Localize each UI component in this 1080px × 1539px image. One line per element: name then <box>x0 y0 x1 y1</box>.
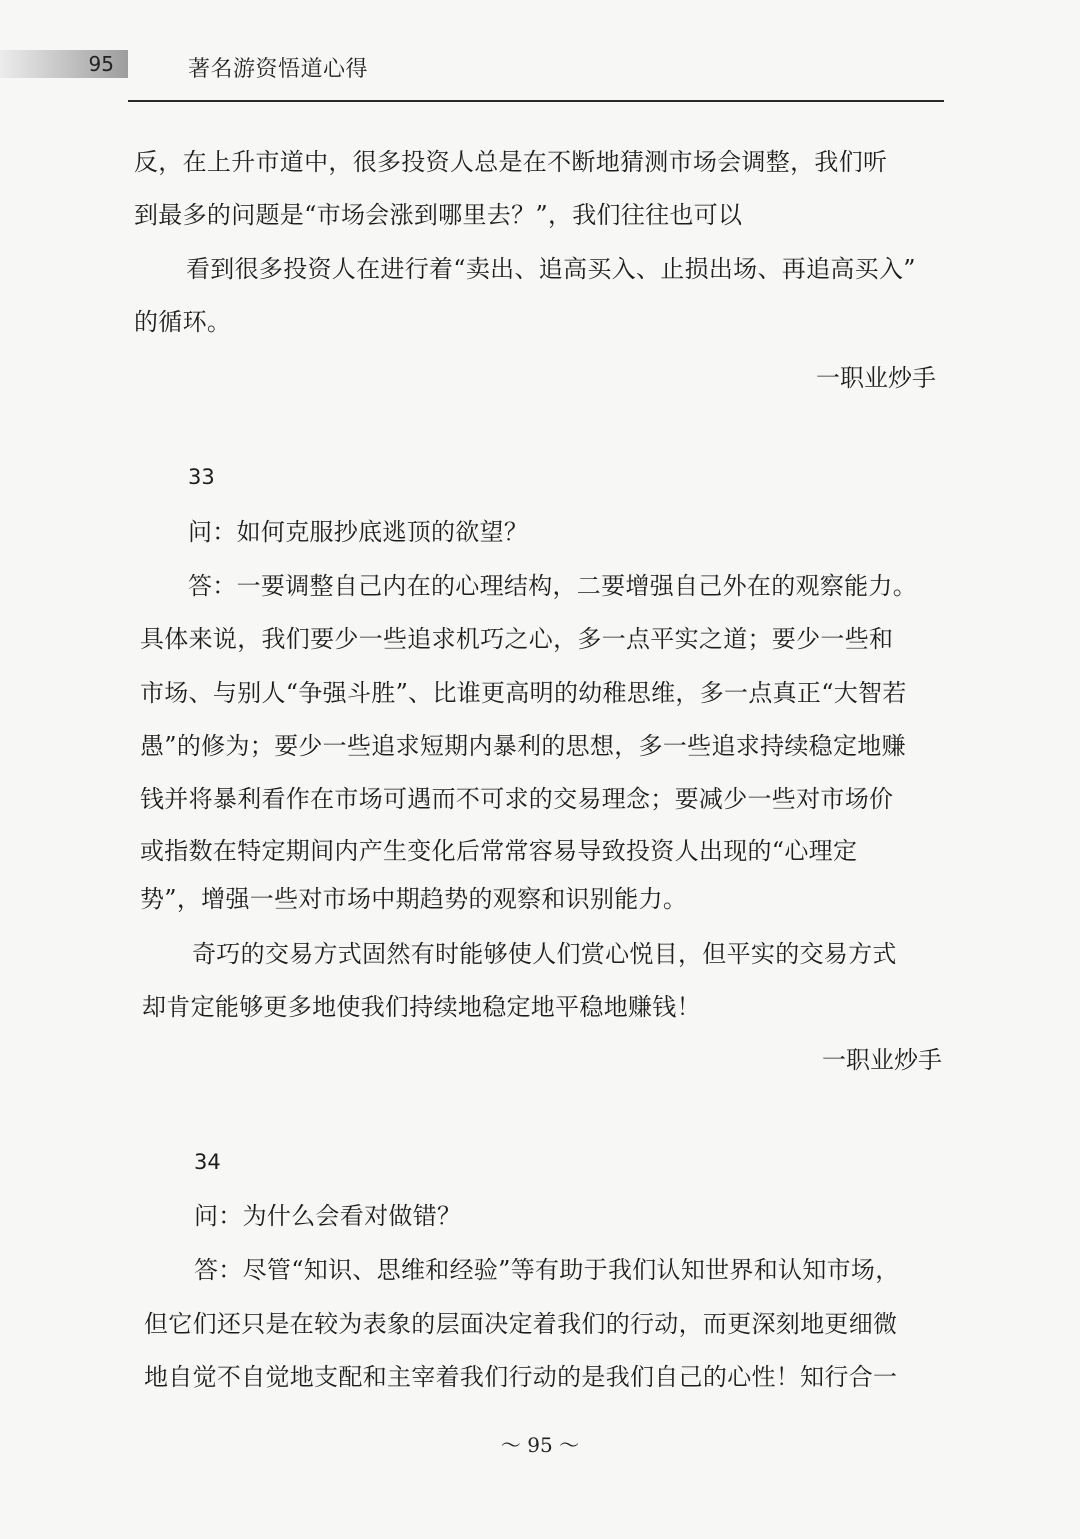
answer-line: 愚”的修为；要少一些追求短期内暴利的思想，多一些追求持续稳定地赚 <box>140 732 906 760</box>
header-divider <box>128 100 944 102</box>
answer-line: 但它们还只是在较为表象的层面决定着我们的行动，而更深刻地更细微 <box>144 1310 898 1338</box>
answer-line: 或指数在特定期间内产生变化后常常容易导致投资人出现的“心理定 <box>140 837 858 865</box>
question: 问：为什么会看对做错？ <box>194 1202 462 1230</box>
paragraph-line: 到最多的问题是“市场会涨到哪里去？”，我们往往也可以 <box>134 201 743 229</box>
closing-line: 却肯定能够更多地使我们持续地稳定地平稳地赚钱！ <box>142 993 701 1021</box>
header-page-number: 95 <box>88 52 114 76</box>
item-number: 34 <box>194 1150 221 1174</box>
answer-line: 地自觉不自觉地支配和主宰着我们行动的是我们自己的心性！知行合一 <box>144 1363 898 1391</box>
signature: 一职业炒手 <box>816 364 936 392</box>
page-number-tab <box>0 50 128 78</box>
answer-line: 答：尽管“知识、思维和经验”等有助于我们认知世界和认知市场， <box>194 1256 900 1284</box>
answer-line: 市场、与别人“争强斗胜”、比谁更高明的幼稚思维，多一点真正“大智若 <box>140 679 907 707</box>
answer-line: 答：一要调整自己内在的心理结构，二要增强自己外在的观察能力。 <box>188 572 917 600</box>
item-number: 33 <box>188 465 215 489</box>
signature: 一职业炒手 <box>822 1046 942 1074</box>
paragraph-line: 反，在上升市道中，很多投资人总是在不断地猜测市场会调整，我们听 <box>134 148 888 176</box>
paragraph-line: 看到很多投资人在进行着“卖出、追高买入、止损出场、再追高买入” <box>186 255 916 283</box>
question: 问：如何克服抄底逃顶的欲望？ <box>188 518 529 546</box>
answer-line: 具体来说，我们要少一些追求机巧之心，多一点平实之道；要少一些和 <box>140 625 894 653</box>
answer-line: 势”，增强一些对市场中期趋势的观察和识别能力。 <box>140 885 688 913</box>
footer-page-number: ～ 95 ～ <box>500 1433 580 1457</box>
paragraph-line: 的循环。 <box>134 308 232 336</box>
answer-line: 钱并将暴利看作在市场可遇而不可求的交易理念；要减少一些对市场价 <box>140 785 894 813</box>
closing-line: 奇巧的交易方式固然有时能够使人们赏心悦目，但平实的交易方式 <box>192 940 897 968</box>
book-title: 著名游资悟道心得 <box>188 57 369 82</box>
